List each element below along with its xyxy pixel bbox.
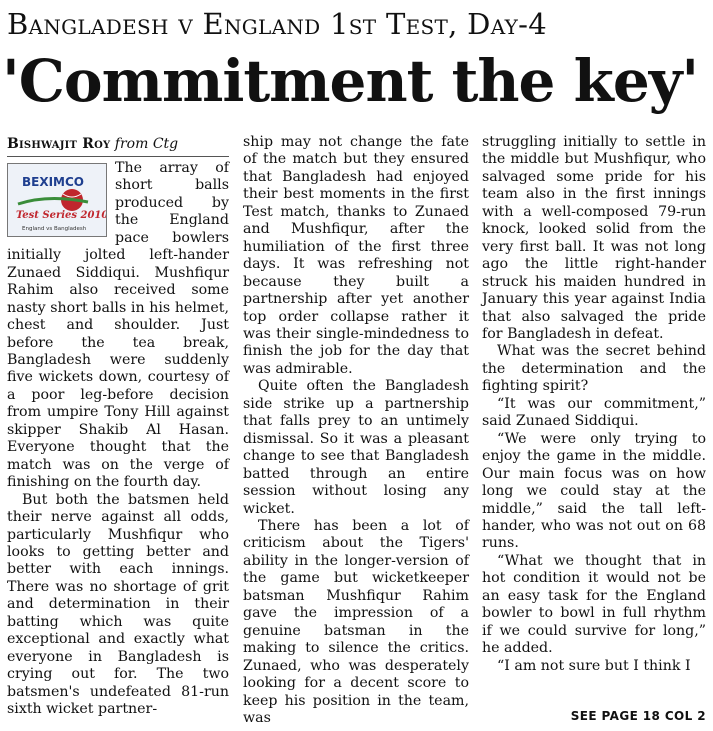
paragraph: The array of short balls produced by the England pace bowlers initially jolted left-hander Zunaed Siddiqui. Mushfiqur Rahim also received some nasty short balls in his helmet, chest and shoulder. Just before the tea break, Bangladesh were suddenly five wickets down, courtesy of a poor leg-before decision from umpire Tony Hill against skipper Shakib Al Hasan. Everyone thought that the match was on the verge of finishing on the fourth day. [7, 160, 229, 491]
paragraph: ship may not change the fate of the match but they ensured that Bangladesh had enjoyed their best moments in the first Test match, thanks to Zunaed and Mushfiqur, after the humiliation of the first three days. It was refreshing not because they built a partnership after yet another top order collapse rather it was their single-mindedness to finish the job for the day that was admirable. [243, 134, 469, 377]
article-column-1 [7, 136, 229, 719]
paragraph: “We were only trying to enjoy the game in the middle. Our main focus was on how long we could stay at the middle,” said the tall left-hander, who was not out on 68 runs. [482, 430, 706, 552]
paragraph: Quite often the Bangladesh side strike up a partnership that falls prey to an untimely dismissal. So it was a pleasant change to see that Bangladesh batted through an entire session without losing any wicket. [243, 378, 469, 517]
paragraph: What was the secret behind the determination and the fighting spirit? [482, 343, 706, 395]
paragraph: But both the batsmen held their nerve against all odds, particularly Mushfiqur who looks to getting better and better with each innings. There was no shortage of grit and determination in their batting which was quite exceptional and exactly what everyone in Bangladesh is crying out for. The two batsmen's undefeated 81-run sixth wicket partner- [7, 491, 229, 718]
article-column-3 [482, 134, 706, 675]
logo-sub: England vs Bangladesh [22, 226, 87, 232]
paragraph: “It was our commitment,” said Zunaed Siddiqui. [482, 395, 706, 430]
headline: 'Commitment the key' [2, 47, 699, 115]
cricket-ball-logo-icon [8, 164, 106, 236]
paragraph: “What we thought that in hot condition it would not be an easy task for the England bowler to bowl in full rhythm if we could survive for long,” he added. [482, 552, 706, 657]
paragraph: “I am not sure but I think I [497, 657, 691, 674]
series-logo [7, 163, 107, 237]
logo-brand: BEXIMCO [22, 175, 85, 189]
paragraph: struggling initially to settle in the middle but Mushfiqur, who salvaged some pride for his team also in the first innings with a well-composed 79-run knock, looked solid from the very first ball. It was not long ago the little right-hander struck his maiden hundred in January this year against India that also salvaged the pride for Bangladesh in defeat. [482, 134, 706, 342]
continuation-jump: SEE PAGE 18 COL 2 [570, 709, 706, 723]
byline [7, 136, 229, 157]
byline-dateline: from Ctg [114, 136, 179, 152]
paragraph: There has been a lot of criticism about the Tigers' ability in the longer-version of the game but wicketkeeper batsman Mushfiqur Rahim gave the impression of a genuine batsman in the making to silence the critics. Zunaed, who was desperately looking for a decent score to keep his position in the team, was [243, 517, 469, 726]
byline-author: Bishwajit Roy [7, 136, 111, 152]
article-column-2 [243, 134, 469, 727]
logo-series: Test Series 2010 [16, 210, 106, 221]
kicker: Bangladesh v England 1st Test, Day-4 [7, 7, 548, 41]
